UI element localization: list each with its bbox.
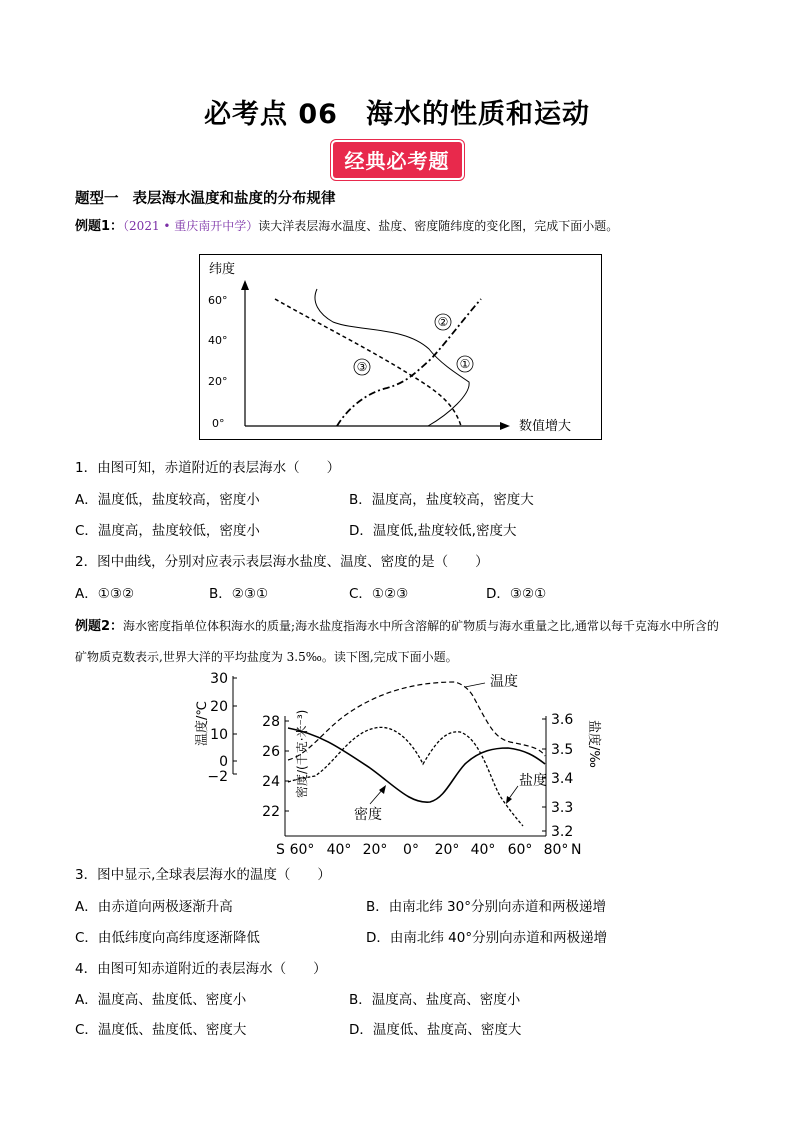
- figure2-density-tick-24: 24: [262, 774, 280, 790]
- figure2-density-tick-28: 28: [262, 714, 280, 730]
- figure1-label-2: ②: [437, 315, 449, 329]
- figure2-salinity-axis-label: 盐度/‰: [586, 720, 601, 768]
- q3-stem: 3．图中显示,全球表层海水的温度（ ）: [75, 867, 331, 883]
- figure2-salinity-pointer-head: [506, 796, 512, 804]
- q2-option-b[interactable]: B．②③①: [209, 586, 269, 602]
- figure2-xtick-N: N: [571, 842, 582, 858]
- figure1-xlabel: 数值增大: [519, 419, 572, 434]
- example1-label: 例题1：: [75, 219, 124, 234]
- figure2-temp-tick-30: 30: [210, 671, 228, 687]
- q4-option-c[interactable]: C．温度低、盐度低、密度大: [75, 1022, 247, 1038]
- q3-option-a[interactable]: A．由赤道向两极逐渐升高: [75, 899, 233, 915]
- figure1-ytick-0: 0°: [212, 417, 225, 430]
- figure2-density-tick-22: 22: [262, 804, 280, 820]
- example2-label: 例题2：: [75, 619, 124, 634]
- q2-stem: 2．图中曲线，分别对应表示表层海水盐度、温度、密度的是（ ）: [75, 554, 489, 570]
- figure2-density-tick-26: 26: [262, 744, 280, 760]
- figure2-salinity-tick-33: 3.3: [551, 800, 574, 816]
- figure2-xtick-40N: 40°: [470, 842, 496, 858]
- figure2-temp-tick-20: 20: [210, 699, 228, 715]
- figure2-salinity-tick-35: 3.5: [551, 742, 574, 758]
- figure2-xtick-0: 0°: [403, 842, 419, 858]
- figure2-temp-tick-minus2: −2: [207, 769, 228, 785]
- example1-paragraph: [75, 214, 725, 239]
- q3-option-b[interactable]: B．由南北纬 30°分别向赤道和两极递增: [366, 899, 606, 915]
- q1-option-d[interactable]: D．温度低,盐度较低,密度大: [349, 523, 517, 539]
- figure2-xtick-20S: 20°: [362, 842, 388, 858]
- section-heading: [75, 187, 350, 208]
- q1-stem: 1．由图可知，赤道附近的表层海水（ ）: [75, 460, 341, 476]
- example1-source: （2021 • 重庆南开中学）: [123, 219, 259, 233]
- figure2-label-salinity: 盐度: [519, 773, 547, 789]
- figure1-y-arrow: [241, 280, 249, 290]
- q4-option-d[interactable]: D．温度低、盐度高、密度大: [349, 1022, 522, 1038]
- figure2-density-axis-label: 密度/(千克·米⁻³): [295, 709, 309, 798]
- figure2-xtick-60N: 60°: [507, 842, 533, 858]
- figure2-label-temperature: 温度: [490, 674, 518, 690]
- figure1-ytick-20: 20°: [208, 375, 228, 388]
- figure2-temp-pointer: [465, 683, 485, 687]
- q2-option-c[interactable]: C．①②③: [349, 586, 409, 602]
- q4-option-b[interactable]: B．温度高、盐度高、密度小: [349, 992, 521, 1008]
- page-title: 必考点 06 海水的性质和运动: [204, 99, 590, 130]
- example2-text: 海水密度指单位体积海水的质量;海水盐度指海水中所含溶解的矿物质与海水重量之比,通常以每千克海水中所含的矿物质克数表示,世界大洋的平均盐度为 3.5‰。读下图,完成下面小题。: [75, 619, 719, 664]
- q1-option-a[interactable]: A．温度低，盐度较高，密度小: [75, 492, 260, 508]
- figure1-ytick-40: 40°: [208, 334, 228, 347]
- figure2-salinity-tick-32: 3.2: [551, 824, 574, 840]
- q2-option-d[interactable]: D．③②①: [486, 586, 547, 602]
- figure2-temp-tick-10: 10: [210, 727, 228, 743]
- figure2-density-curve: [288, 728, 545, 802]
- q1-option-b[interactable]: B．温度高，盐度较高，密度大: [349, 492, 534, 508]
- example1-text: 读大洋表层海水温度、盐度、密度随纬度的变化图，完成下面小题。: [258, 219, 619, 233]
- classic-question-badge: 经典必考题: [333, 142, 462, 178]
- q2-option-a[interactable]: A．①③②: [75, 586, 135, 602]
- figure1-ytick-60: 60°: [208, 294, 228, 307]
- figure2-xtick-20N: 20°: [434, 842, 460, 858]
- example2-paragraph: [75, 611, 723, 673]
- figure2-temp-axis-label: 温度/℃: [195, 701, 210, 746]
- figure2-temp-tick-0: 0: [219, 754, 228, 770]
- figure1-ylabel: 纬度: [209, 262, 236, 277]
- q4-stem: 4．由图可知赤道附近的表层海水（ ）: [75, 961, 327, 977]
- figure2-xtick-S: S: [276, 842, 285, 858]
- figure2-xtick-60S: 60°: [289, 842, 315, 858]
- figure1-curve-3: [275, 299, 461, 426]
- q3-option-c[interactable]: C．由低纬度向高纬度逐渐降低: [75, 930, 260, 946]
- figure2-label-density: 密度: [354, 807, 382, 823]
- figure2-salinity-tick-34: 3.4: [551, 771, 574, 787]
- q4-option-a[interactable]: A．温度高、盐度低、密度小: [75, 992, 247, 1008]
- q1-option-c[interactable]: C．温度高，盐度较低，密度小: [75, 523, 260, 539]
- figure1-curve-1: [315, 289, 469, 426]
- figure1-label-3: ③: [356, 360, 368, 374]
- figure2-xtick-40S: 40°: [326, 842, 352, 858]
- figure2-temp-salinity-density-chart: [190, 668, 610, 860]
- section-text: 表层海水温度和盐度的分布规律: [132, 191, 336, 207]
- figure1-label-1: ①: [459, 357, 471, 371]
- figure1-latitude-chart: [199, 254, 602, 440]
- figure2-salinity-tick-36: 3.6: [551, 712, 574, 728]
- figure2-xtick-80N: 80°: [543, 842, 569, 858]
- q3-option-d[interactable]: D．由南北纬 40°分别向赤道和两极递增: [366, 930, 608, 946]
- figure1-x-arrow: [500, 422, 510, 430]
- section-label: 题型一: [75, 191, 119, 207]
- figure2-salinity-curve: [288, 727, 523, 826]
